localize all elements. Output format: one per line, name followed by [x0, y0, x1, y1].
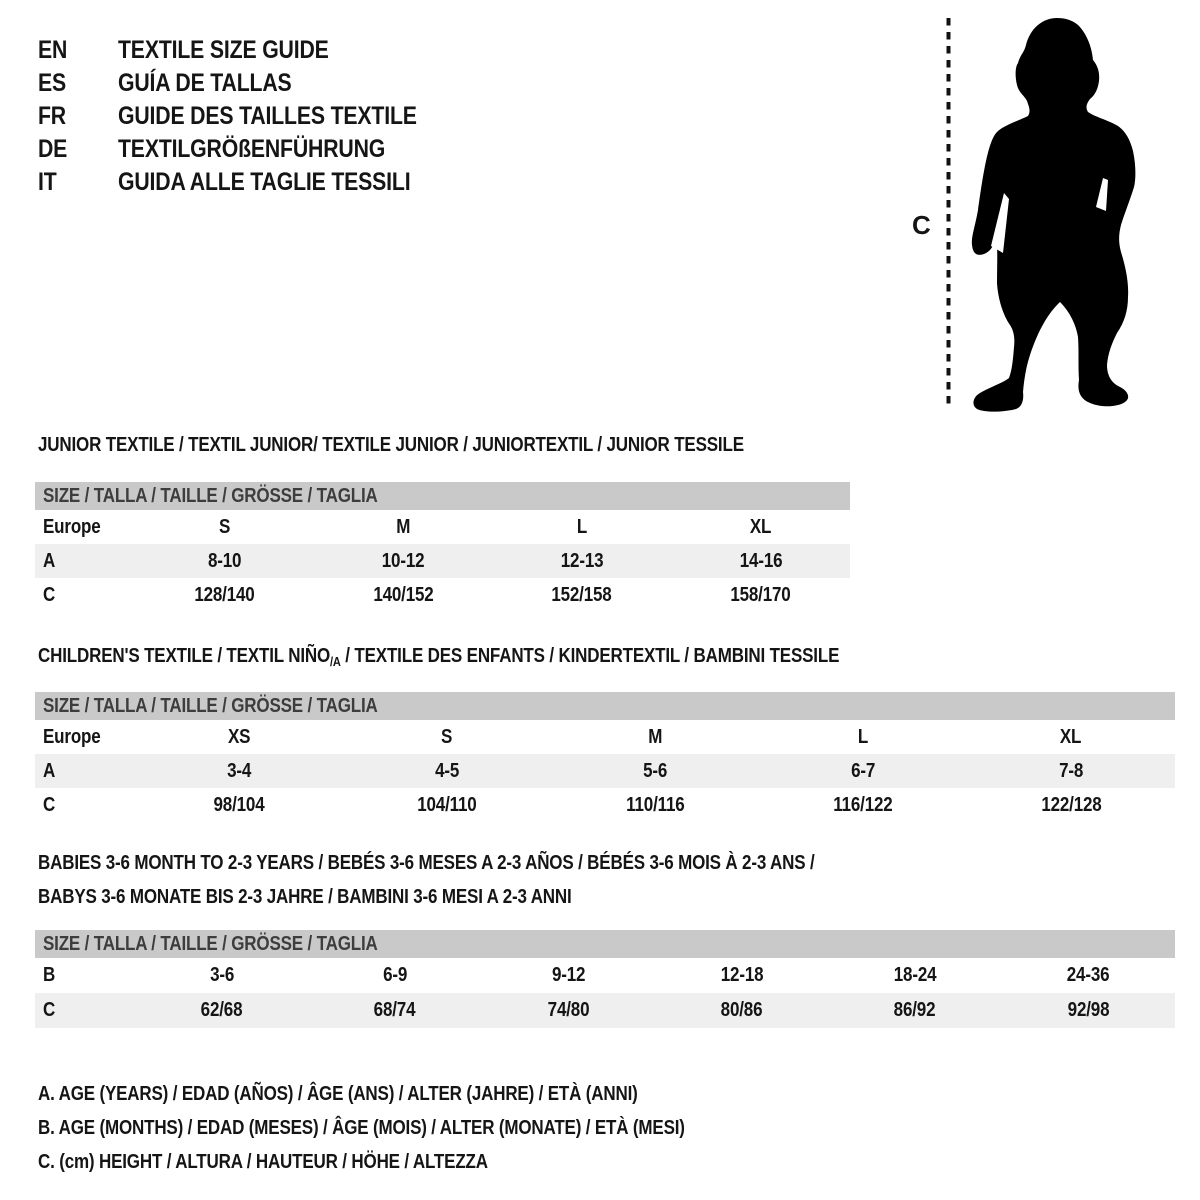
size-cell: [135, 999, 308, 1022]
size-cell: [759, 726, 967, 749]
size-header-bar: [35, 482, 850, 510]
language-title-list: [38, 34, 470, 199]
legend-line-a-text: A. AGE (YEARS) / EDAD (AÑOS) / ÂGE (ANS) / ALTER (JAHRE) / ETÀ (ANNI): [38, 1082, 638, 1105]
row-label-text: A: [43, 759, 56, 782]
size-cell-text: 8-10: [207, 549, 242, 572]
size-cell-text: XS: [227, 725, 251, 748]
size-cell: [314, 550, 493, 573]
table-row: [35, 958, 1175, 993]
row-label: [35, 726, 135, 749]
size-cell: [314, 584, 493, 607]
legend-line-b: [38, 1111, 799, 1145]
legend-line-a: [38, 1077, 799, 1111]
row-label: [35, 760, 135, 783]
babies-heading-line1: [38, 846, 952, 880]
row-label: [35, 794, 135, 817]
size-cell-text: 4-5: [434, 759, 460, 782]
size-cell-text: 12-13: [560, 549, 604, 572]
children-heading-subscript: /A: [330, 654, 341, 669]
size-cell: [343, 760, 551, 783]
size-cell: [967, 794, 1175, 817]
row-label-text: Europe: [43, 515, 101, 538]
legend: [38, 1077, 799, 1179]
size-cell-text: 12-18: [720, 964, 763, 986]
size-cell: [671, 516, 850, 539]
size-cell: [135, 760, 343, 783]
size-cell: [551, 794, 759, 817]
size-cell: [671, 584, 850, 607]
size-cell: [759, 794, 967, 817]
children-size-table: [35, 692, 1175, 822]
size-cell-text: 122/128: [1040, 793, 1102, 816]
size-cell: [967, 760, 1175, 783]
size-cell: [551, 760, 759, 783]
height-measure-label: C: [912, 210, 931, 240]
children-heading-post: / TEXTILE DES ENFANTS / KINDERTEXTIL / BAMBINI TESSILE: [340, 645, 840, 667]
row-label-text: A: [43, 549, 56, 572]
size-cell-text: 152/158: [551, 583, 613, 606]
size-cell: [1002, 999, 1175, 1022]
lang-title-text: GUÍA DE TALLAS: [118, 69, 292, 97]
size-cell-text: 9-12: [551, 964, 585, 986]
size-cell: [828, 964, 1001, 987]
size-cell-text: 68/74: [374, 999, 416, 1021]
size-header-bar: [35, 692, 1175, 720]
lang-row-it: [38, 166, 470, 199]
size-cell: [967, 726, 1175, 749]
size-cell: [551, 726, 759, 749]
size-cell: [135, 964, 308, 987]
size-cell-text: 116/122: [833, 793, 893, 816]
children-heading-pre: CHILDREN'S TEXTILE / TEXTIL NIÑO: [38, 645, 331, 667]
size-cell: [655, 999, 828, 1022]
size-cell-text: 5-6: [642, 759, 668, 782]
size-cell: [343, 726, 551, 749]
lang-code: [38, 168, 118, 197]
size-header-label: SIZE / TALLA / TAILLE / GRÖSSE / TAGLIA: [43, 694, 378, 717]
size-cell-text: 110/116: [625, 793, 685, 816]
size-cell-text: 10-12: [381, 549, 425, 572]
size-cell: [493, 584, 672, 607]
row-label: [35, 999, 135, 1022]
size-cell-text: 3-6: [209, 964, 234, 986]
lang-row-de: [38, 133, 470, 166]
lang-code-text: ES: [38, 69, 67, 97]
size-cell: [655, 964, 828, 987]
size-cell-text: 92/98: [1067, 999, 1110, 1021]
lang-code-text: IT: [38, 168, 57, 196]
legend-line-b-text: B. AGE (MONTHS) / EDAD (MESES) / ÂGE (MOIS) / ALTER (MONATE) / ETÀ (MESI): [38, 1116, 685, 1139]
babies-heading-line2-text: BABYS 3-6 MONATE BIS 2-3 JAHRE / BAMBINI 3-6 MESI A 2-3 ANNI: [38, 885, 572, 908]
size-header-label: SIZE / TALLA / TAILLE / GRÖSSE / TAGLIA: [43, 932, 378, 955]
row-label-text: B: [43, 964, 56, 986]
size-cell: [671, 550, 850, 573]
size-cell: [759, 760, 967, 783]
table-row: [35, 993, 1175, 1028]
size-cell-text: L: [857, 725, 869, 748]
size-cell-text: 104/110: [417, 793, 477, 816]
size-cell-text: 74/80: [547, 999, 590, 1021]
height-figure: [900, 8, 1200, 418]
size-cell: [493, 516, 672, 539]
size-cell: [135, 516, 314, 539]
row-label: [35, 584, 135, 607]
size-cell-text: 128/140: [194, 583, 255, 606]
size-cell-text: 98/104: [213, 793, 265, 816]
children-heading-text: [38, 645, 839, 669]
toddler-silhouette-icon: [972, 18, 1136, 412]
lang-title-text: TEXTILE SIZE GUIDE: [118, 36, 329, 64]
size-cell: [493, 550, 672, 573]
junior-heading-text: JUNIOR TEXTILE / TEXTIL JUNIOR/ TEXTILE JUNIOR / JUNIORTEXTIL / JUNIOR TESSILE: [38, 434, 744, 456]
size-cell-text: S: [218, 515, 230, 538]
lang-code: [38, 135, 118, 164]
size-cell-text: XL: [1060, 725, 1082, 748]
size-cell-text: 80/86: [720, 999, 763, 1021]
size-cell: [308, 999, 481, 1022]
size-cell: [482, 964, 655, 987]
size-cell-text: L: [576, 515, 587, 538]
size-cell-text: 18-24: [893, 964, 937, 986]
size-cell: [135, 550, 314, 573]
height-figure-graphic: [900, 8, 1200, 418]
lang-code: [38, 69, 118, 98]
size-cell: [135, 584, 314, 607]
size-cell-text: S: [441, 725, 453, 748]
size-cell-text: 86/92: [894, 999, 936, 1021]
size-header-bar: [35, 930, 1175, 958]
legend-line-c: [38, 1145, 799, 1179]
size-cell-text: M: [396, 515, 411, 538]
row-label: [35, 964, 135, 987]
junior-size-table: [35, 482, 850, 612]
size-cell: [314, 516, 493, 539]
size-cell-text: 6-9: [382, 964, 408, 986]
size-cell-text: 158/170: [730, 583, 791, 606]
size-cell: [828, 999, 1001, 1022]
babies-section-heading: [38, 846, 952, 914]
table-row: [35, 578, 850, 612]
size-cell-text: 62/68: [200, 999, 243, 1021]
babies-heading-line2: [38, 880, 952, 914]
lang-title-text: TEXTILGRÖßENFÜHRUNG: [118, 135, 386, 163]
table-row: [35, 720, 1175, 754]
lang-code-text: DE: [38, 135, 68, 163]
lang-row-es: [38, 67, 470, 100]
size-cell-text: 7-8: [1058, 759, 1084, 782]
size-cell: [135, 794, 343, 817]
size-cell-text: 14-16: [739, 549, 782, 572]
legend-line-c-text: C. (cm) HEIGHT / ALTURA / HAUTEUR / HÖHE / ALTEZZA: [38, 1150, 488, 1173]
lang-code-text: FR: [38, 102, 66, 130]
lang-row-en: [38, 34, 470, 67]
size-cell-text: 6-7: [850, 759, 876, 782]
babies-size-table: [35, 930, 1175, 1028]
babies-heading-line1-text: BABIES 3-6 MONTH TO 2-3 YEARS / BEBÉS 3-6 MESES A 2-3 AÑOS / BÉBÉS 3-6 MOIS À 2-3 ANS /: [38, 851, 815, 874]
size-cell-text: 3-4: [226, 759, 252, 782]
lang-row-fr: [38, 100, 470, 133]
size-cell: [1002, 964, 1175, 987]
table-row: [35, 788, 1175, 822]
row-label-text: Europe: [43, 725, 101, 748]
size-cell-text: XL: [749, 515, 772, 538]
lang-code: [38, 102, 118, 131]
table-row: [35, 754, 1175, 788]
children-section-heading: [38, 645, 981, 669]
size-cell-text: 140/152: [372, 583, 434, 606]
size-cell-text: 24-36: [1066, 964, 1110, 986]
row-label: [35, 550, 135, 573]
lang-title-text: GUIDE DES TAILLES TEXTILE: [118, 102, 417, 130]
size-header-label: SIZE / TALLA / TAILLE / GRÖSSE / TAGLIA: [43, 484, 378, 507]
table-row: [35, 544, 850, 578]
lang-title-text: GUIDA ALLE TAGLIE TESSILI: [118, 168, 411, 196]
lang-code-text: EN: [38, 36, 68, 64]
lang-code: [38, 36, 118, 65]
row-label-text: C: [43, 583, 56, 606]
size-cell-text: M: [648, 725, 662, 748]
junior-section-heading: [38, 434, 868, 458]
size-cell: [343, 794, 551, 817]
table-row: [35, 510, 850, 544]
size-cell: [482, 999, 655, 1022]
row-label: [35, 516, 135, 539]
size-cell: [308, 964, 481, 987]
row-label-text: C: [43, 793, 56, 816]
size-cell: [135, 726, 343, 749]
row-label-text: C: [43, 999, 56, 1021]
